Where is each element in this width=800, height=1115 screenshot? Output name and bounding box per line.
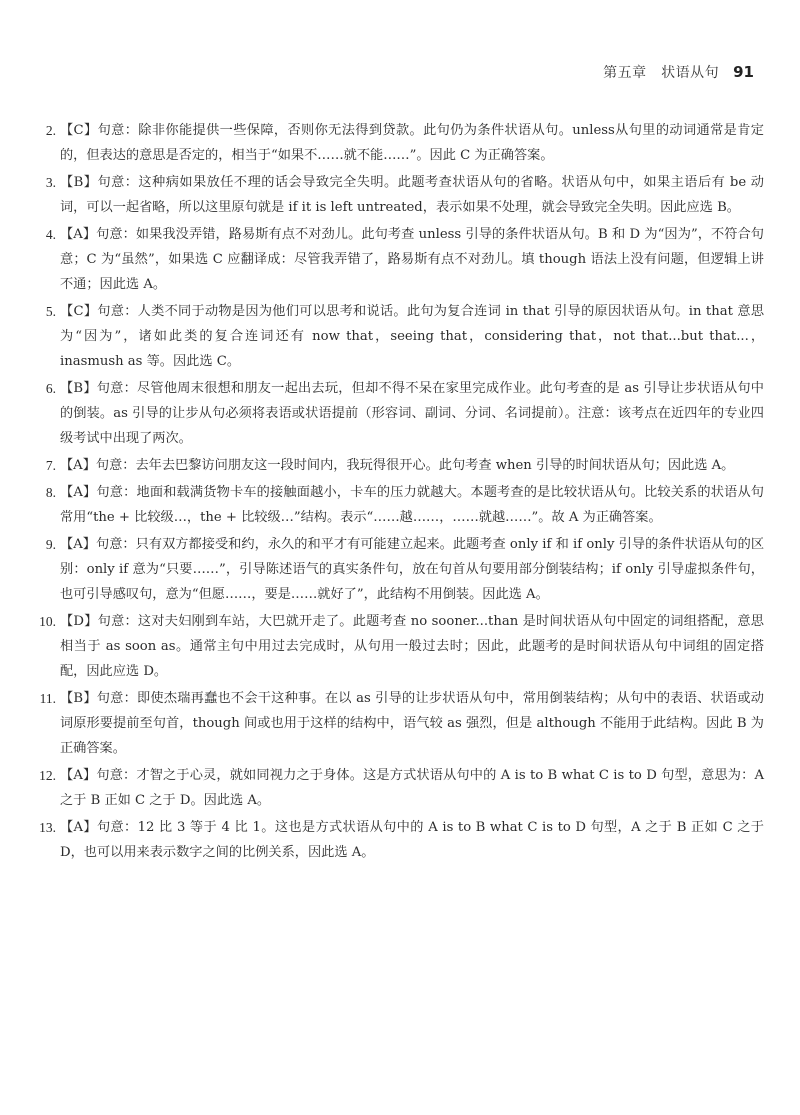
explanation-text: 句意：才智之于心灵，就如同视力之于身体。这是方式状语从句中的 A is to B what C is to D 句型，意思为：A 之于 B 正如 C 之于 D。因此选 A。: [60, 768, 764, 808]
item-number: 9.: [45, 537, 56, 552]
explanation-text: 句意：去年去巴黎访问朋友这一段时间内，我玩得很开心。此句考查 when 引导的时间状语从句；因此选 A。: [95, 458, 735, 473]
explanation-text: 句意：地面和载满货物卡车的接触面越小，卡车的压力就越大。本题考查的是比较状语从句。比较关系的状语从句常用“the + 比较级…，the + 比较级…”结构。表示“……越……，……就越……”。故 A 为正确答案。: [60, 485, 764, 525]
answer-item-7: [28, 453, 764, 478]
explanation-text: 句意：只有双方都接受和约，永久的和平才有可能建立起来。此题考查 only if 和 if only 引导的条件状语从句的区别：only if 意为“只要……”，引导陈述语气的真实条件句，放在句首从句要用部分倒装结构；if only 引导虚拟条件句，也可引导感叹句，意为“但愿……，要是……就好了”，此结构不用倒装。因此选 A。: [60, 537, 765, 602]
answer-item-2: [28, 118, 764, 168]
item-number: 10.: [39, 614, 56, 629]
item-number: 11.: [39, 691, 56, 706]
answer-item-12: [28, 763, 764, 813]
item-number: 12.: [39, 768, 56, 783]
chapter-title: 第五章 状语从句: [603, 65, 720, 81]
answer-mark: 【B】: [60, 691, 97, 706]
item-number: 6.: [45, 381, 56, 396]
answer-item-4: [28, 222, 764, 297]
answer-mark: 【A】: [60, 458, 96, 473]
answer-mark: 【A】: [60, 537, 96, 552]
explanation-text: 句意：即使杰瑞再蠢也不会干这种事。在以 as 引导的让步状语从句中，常用倒装结构；从句中的表语、状语或动词原形要提前至句首，though 间或也用于这样的结构中，语气较 as 强烈，但是 although 不能用于此结构。因此 B 为正确答案。: [60, 691, 764, 756]
item-number: 13.: [39, 820, 56, 835]
answer-item-11: [28, 686, 764, 761]
item-number: 5.: [45, 304, 56, 319]
answer-item-6: [28, 376, 764, 451]
answer-item-5: [28, 299, 764, 374]
answer-mark: 【B】: [60, 381, 97, 396]
answer-mark: 【C】: [60, 304, 98, 319]
item-number: 4.: [45, 227, 56, 242]
answer-mark: 【A】: [60, 768, 97, 783]
page-number: 91: [733, 63, 754, 81]
explanation-text: 句意：这对夫妇刚到车站，大巴就开走了。此题考查 no sooner...than 是时间状语从句中固定的词组搭配，意思相当于 as soon as。通常主句中用过去完成时，从句用一般过去时；因此，此题考的是时间状语从句中词组的固定搭配，因此应选 D。: [60, 614, 764, 679]
answer-item-10: [28, 609, 764, 684]
explanation-text: 句意：除非你能提供一些保障，否则你无法得到贷款。此句仍为条件状语从句。unless从句里的动词通常是肯定的，但表达的意思是否定的，相当于“如果不……就不能……”。因此 C 为正确答案。: [60, 123, 764, 163]
answer-item-8: [28, 480, 764, 530]
explanation-text: 句意：如果我没弄错，路易斯有点不对劲儿。此句考查 unless 引导的条件状语从句。B 和 D 为“因为”，不符合句意；C 为“虽然”，如果选 C 应翻译成：尽管我弄错了，路易斯有点不对劲儿。填 though 语法上没有问题，但逻辑上讲不通；因此选 A。: [60, 227, 764, 292]
answer-mark: 【C】: [60, 123, 98, 138]
item-number: 7.: [45, 458, 56, 473]
explanation-text: 句意：12 比 3 等于 4 比 1。这也是方式状语从句中的 A is to B what C is to D 句型，A 之于 B 正如 C 之于 D，也可以用来表示数字之间的比例关系，因此选 A。: [60, 820, 764, 860]
answer-mark: 【A】: [60, 820, 97, 835]
answer-mark: 【D】: [60, 614, 98, 629]
answer-item-13: [28, 815, 764, 865]
explanation-text: 句意：尽管他周末很想和朋友一起出去玩，但却不得不呆在家里完成作业。此句考查的是 as 引导让步状语从句中的倒装。as 引导的让步从句必须将表语或状语提前（形容词、副词、分词、名词提前）。注意：该考点在近四年的专业四级考试中出现了两次。: [60, 381, 764, 446]
answer-key-list: [28, 118, 764, 867]
explanation-text: 句意：人类不同于动物是因为他们可以思考和说话。此句为复合连词 in that 引导的原因状语从句。in that 意思为“因为”，诸如此类的复合连词还有 now that，seeing that，considering that，not that...but that...，inasmush as 等。因此选 C。: [60, 304, 765, 369]
answer-mark: 【A】: [60, 485, 97, 500]
item-number: 3.: [45, 175, 56, 190]
answer-item-3: [28, 170, 764, 220]
explanation-text: 句意：这种病如果放任不理的话会导致完全失明。此题考查状语从句的省略。状语从句中，如果主语后有 be 动词，可以一起省略，所以这里原句就是 if it is left untreated，表示如果不处理，就会导致完全失明。因此应选 B。: [60, 175, 764, 215]
page-header: [603, 62, 754, 82]
answer-mark: 【A】: [60, 227, 97, 242]
answer-item-9: [28, 532, 764, 607]
item-number: 8.: [45, 485, 56, 500]
item-number: 2.: [45, 123, 56, 138]
answer-mark: 【B】: [60, 175, 98, 190]
